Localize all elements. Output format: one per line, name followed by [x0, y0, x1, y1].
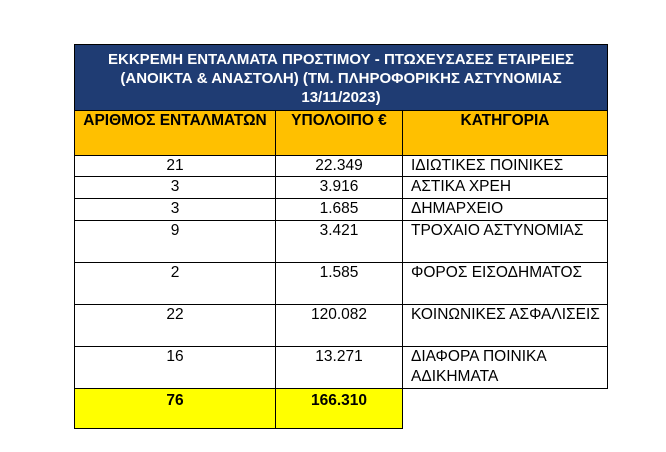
balance-cell: 13.271	[276, 347, 403, 389]
count-cell: 3	[75, 199, 276, 221]
count-cell: 16	[75, 347, 276, 389]
balance-cell: 3.421	[276, 221, 403, 263]
header-balance: ΥΠΟΛΟΙΠΟ €	[276, 111, 403, 156]
table-row	[75, 177, 608, 199]
total-count: 76	[75, 389, 276, 429]
balance-cell: 1.585	[276, 263, 403, 305]
count-cell: 2	[75, 263, 276, 305]
table-row	[75, 199, 608, 221]
warrants-table	[74, 44, 608, 429]
empty-cell	[403, 389, 608, 429]
count-cell: 21	[75, 156, 276, 177]
category-cell: ΑΣΤΙΚΑ ΧΡΕΗ	[403, 177, 608, 199]
category-cell: ΙΔΙΩΤΙΚΕΣ ΠΟΙΝΙΚΕΣ	[403, 156, 608, 177]
category-cell: ΦΟΡΟΣ ΕΙΣΟΔΗΜΑΤΟΣ	[403, 263, 608, 305]
table-row	[75, 347, 608, 389]
totals-row	[75, 389, 608, 429]
balance-cell: 1.685	[276, 199, 403, 221]
category-cell: ΤΡΟΧΑΙΟ ΑΣΤΥΝΟΜΙΑΣ	[403, 221, 608, 263]
header-count: ΑΡΙΘΜΟΣ ΕΝΤΑΛΜΑΤΩΝ	[75, 111, 276, 156]
table-row	[75, 156, 608, 177]
table-row	[75, 263, 608, 305]
total-balance: 166.310	[276, 389, 403, 429]
balance-cell: 22.349	[276, 156, 403, 177]
header-category: ΚΑΤΗΓΟΡΙΑ	[403, 111, 608, 156]
table-title: ΕΚΚΡΕΜΗ ΕΝΤΑΛΜΑΤΑ ΠΡΟΣΤΙΜΟΥ - ΠΤΩΧΕΥΣΑΣΕΣ ΕΤΑΙΡΕΙΕΣ (ΑΝΟΙΚΤΑ & ΑΝΑΣΤΟΛΗ) (ΤΜ. ΠΛΗΡΟΦΟΡΙΚΗΣ ΑΣΤΥΝΟΜΙΑΣ 13/11/2023)	[75, 45, 608, 111]
balance-cell: 120.082	[276, 305, 403, 347]
count-cell: 9	[75, 221, 276, 263]
table-row	[75, 221, 608, 263]
count-cell: 22	[75, 305, 276, 347]
balance-cell: 3.916	[276, 177, 403, 199]
category-cell: ΔΗΜΑΡΧΕΙΟ	[403, 199, 608, 221]
category-cell: ΔΙΑΦΟΡΑ ΠΟΙΝΙΚΑ ΑΔΙΚΗΜΑΤΑ	[403, 347, 608, 389]
table-row	[75, 305, 608, 347]
count-cell: 3	[75, 177, 276, 199]
category-cell: ΚΟΙΝΩΝΙΚΕΣ ΑΣΦΑΛΙΣΕΙΣ	[403, 305, 608, 347]
